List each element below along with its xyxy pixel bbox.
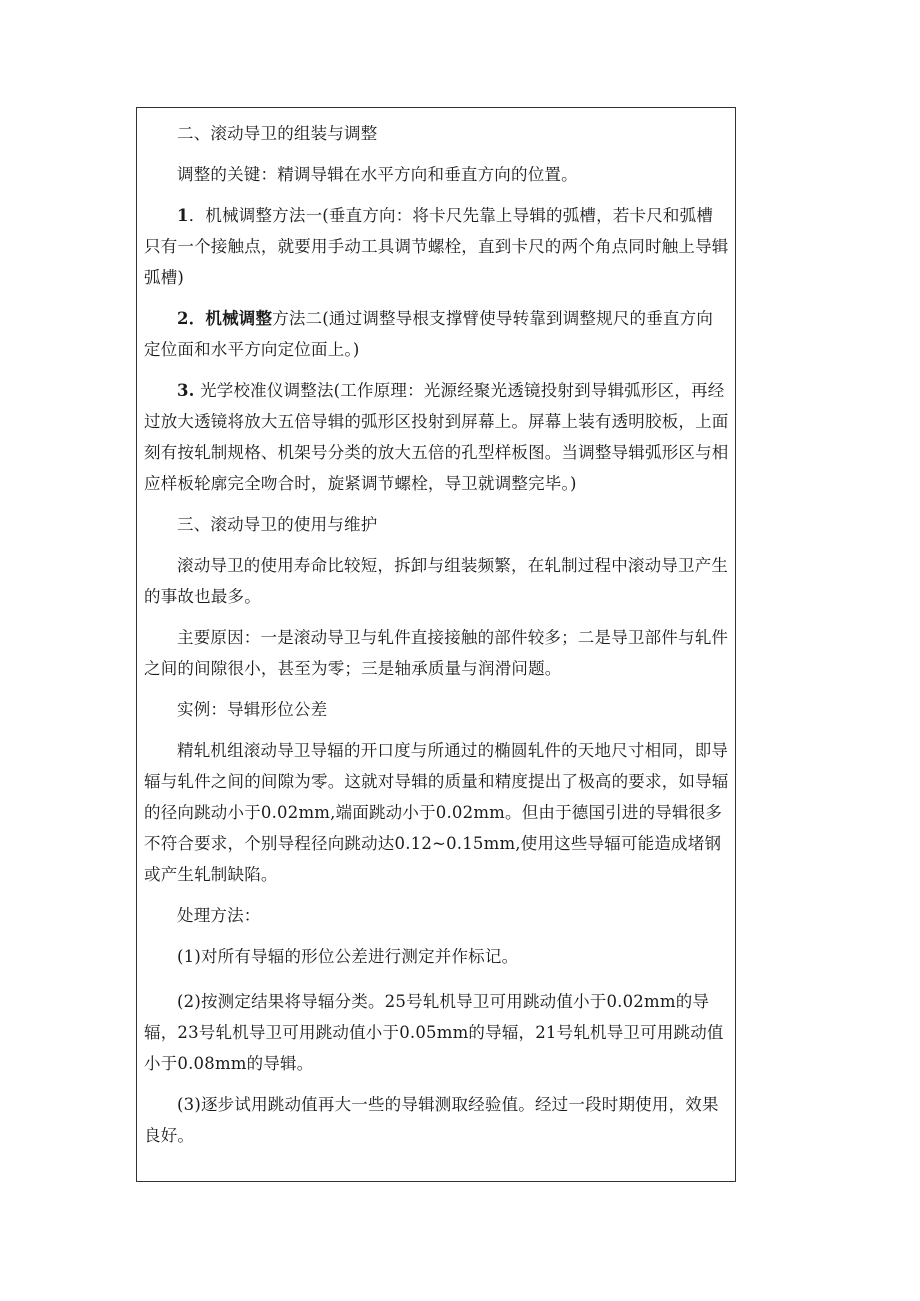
document-body: [137, 108, 735, 1161]
paragraph-text: ．机械调整方法一(垂直方向：将卡尺先靠上导辑的弧槽，若卡尺和弧槽只有一个接触点，就要用手动工具调节螺栓，直到卡尺的两个角点同时触上导辑弧槽): [144, 206, 729, 287]
section-heading-usage: 三、滚动导卫的使用与维护: [177, 515, 378, 534]
paragraph-method-2: [144, 303, 729, 365]
paragraph-step-3: (3)逐步试用跳动值再大一些的导辑测取经验值。经过一段时期使用，效果良好。: [144, 1095, 719, 1145]
paragraph-text: 方法二(通过调整导根支撑臂使导转靠到调整规尺的垂直方向定位面和水平方向定位面上。): [144, 309, 714, 359]
bold-phrase: ．机械调整: [188, 309, 273, 328]
paragraph-method-3: [144, 375, 729, 499]
item-number: 3.: [177, 381, 195, 400]
section-heading-assembly: 二、滚动导卫的组装与调整: [177, 124, 378, 143]
paragraph-main-causes: 主要原因：一是滚动导卫与轧件直接接触的部件较多；二是导卫部件与轧件之间的间隙很小，甚至为零；三是轴承质量与润滑问题。: [144, 628, 729, 678]
paragraph-example-title: 实例：导辑形位公差: [177, 700, 328, 719]
paragraph-step-1: (1)对所有导辐的形位公差进行测定并作标记。: [177, 947, 519, 966]
paragraph-treatment-title: 处理方法：: [177, 906, 261, 925]
paragraph-key-adjustment: 调整的关键：精调导辑在水平方向和垂直方向的位置。: [177, 165, 578, 184]
paragraph-step-2: (2)按测定结果将导辐分类。25号轧机导卫可用跳动值小于0.02mm的导辐，23号轧机导卫可用跳动值小于0.05mm的导辐，21号轧机导卫可用跳动值小于0.08mm的导辑。: [144, 992, 724, 1073]
paragraph-example-body: 精轧机组滚动导卫导辐的开口度与所通过的椭圆轧件的天地尺寸相同，即导辐与轧件之间的间隙为零。这就对导辑的质量和精度提出了极高的要求，如导辐的径向跳动小于0.02mm,端面跳动小于0.02mm。但由于德国引进的导辑很多不符合要求，个别导程径向跳动达0.12~0.15mm,使用这些导辐可能造成堵钢或产生轧制缺陷。: [144, 741, 729, 884]
item-number: 1: [177, 206, 189, 225]
paragraph-method-1: [144, 200, 729, 293]
document-frame: [136, 107, 736, 1182]
paragraph-service-life: 滚动导卫的使用寿命比较短，拆卸与组装频繁，在轧制过程中滚动导卫产生的事故也最多。: [144, 556, 729, 606]
paragraph-text: 光学校准仪调整法(工作原理：光源经聚光透镜投射到导辑弧形区，再经过放大透镜将放大五倍导辑的弧形区投射到屏幕上。屏幕上装有透明胶板，上面刻有按轧制规格、机架号分类的放大五倍的孔型样板图。当调整导辑弧形区与相应样板轮廓完全吻合时，旋紧调节螺栓，导卫就调整完毕。): [144, 381, 729, 493]
item-number: 2: [177, 309, 189, 328]
